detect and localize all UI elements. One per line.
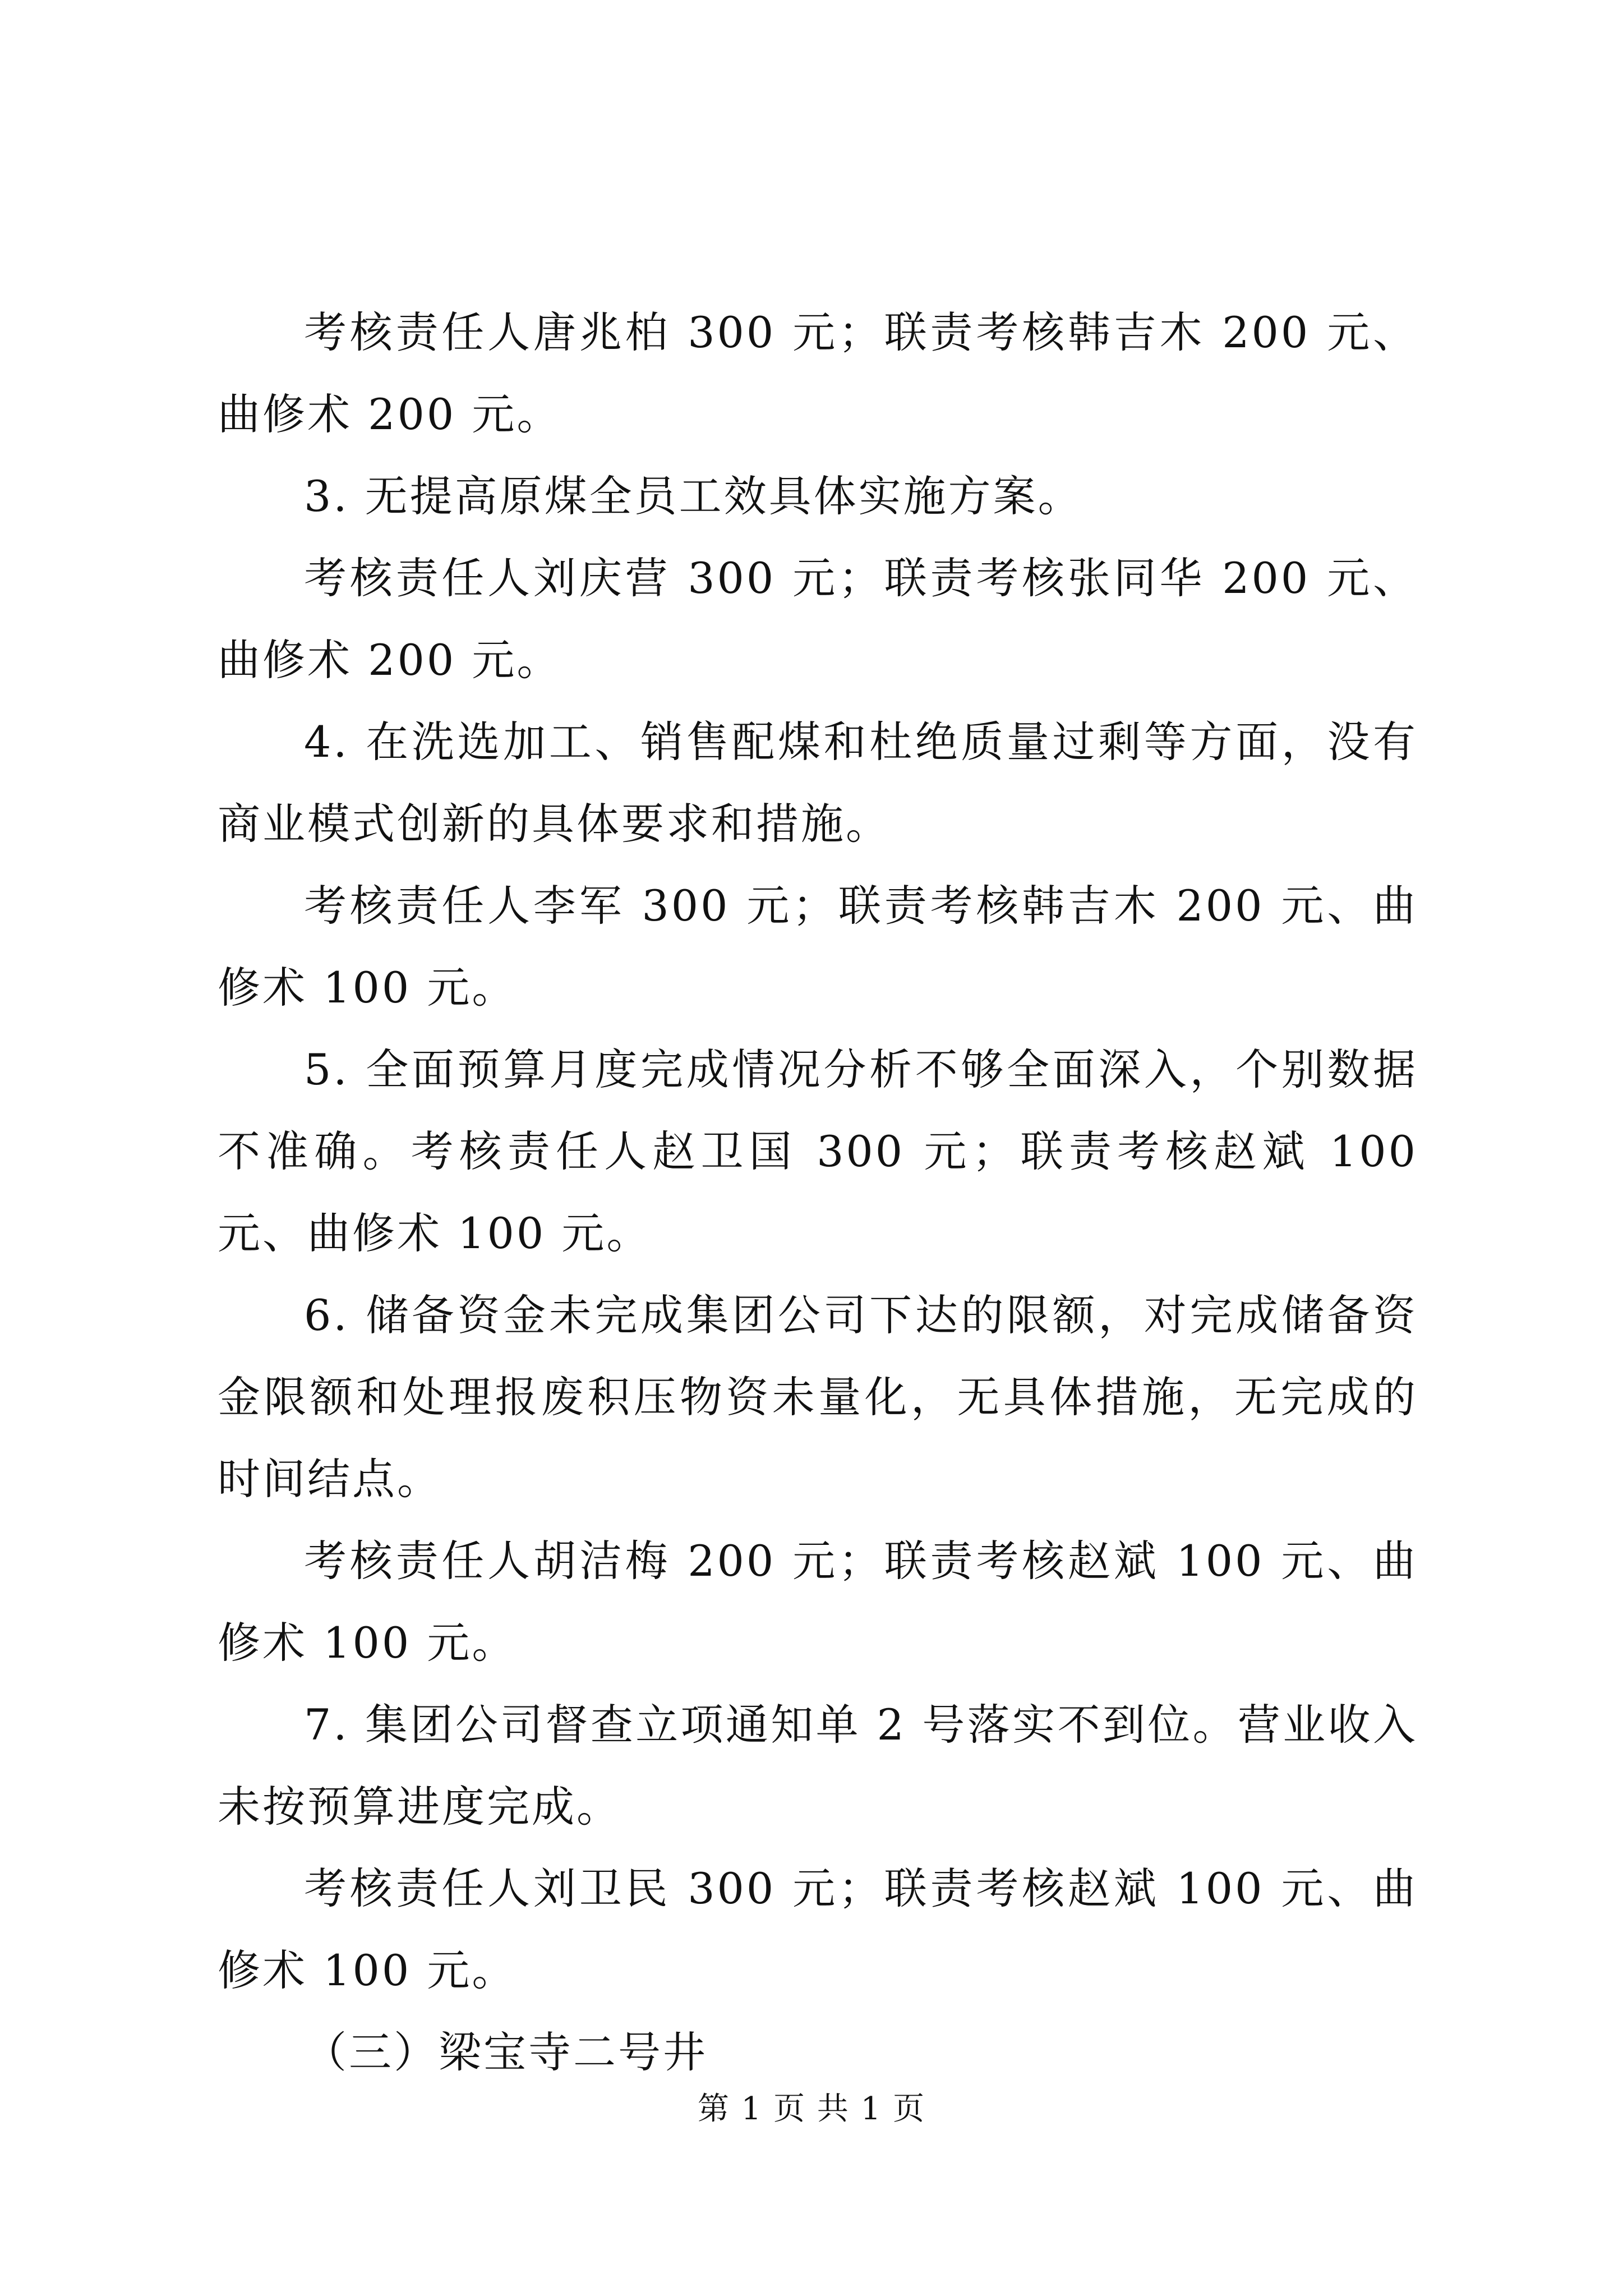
paragraph-3: 考核责任人刘庆营 300 元；联责考核张同华 200 元、曲修术 200 元。 — [218, 553, 1418, 685]
paragraph-6: 5. 全面预算月度完成情况分析不够全面深入，个别数据不准确。考核责任人赵卫国 300 元；联责考核赵斌 100 元、曲修术 100 元。 — [218, 1045, 1418, 1258]
document-body — [218, 292, 1418, 2093]
paragraph-8: 考核责任人胡洁梅 200 元；联责考核赵斌 100 元、曲修术 100 元。 — [218, 1536, 1418, 1668]
paragraph-7: 6. 储备资金未完成集团公司下达的限额，对完成储备资金限额和处理报废积压物资未量化，无具体措施，无完成的时间结点。 — [218, 1290, 1418, 1504]
paragraph-10: 考核责任人刘卫民 300 元；联责考核赵斌 100 元、曲修术 100 元。 — [218, 1864, 1418, 1995]
paragraph-2: 3. 无提高原煤全员工效具体实施方案。 — [304, 471, 1083, 521]
page-footer: 第 1 页 共 1 页 — [697, 2091, 926, 2127]
paragraph-1: 考核责任人唐兆柏 300 元；联责考核韩吉木 200 元、曲修术 200 元。 — [218, 307, 1418, 439]
paragraph-5: 考核责任人李军 300 元；联责考核韩吉木 200 元、曲修术 100 元。 — [218, 881, 1418, 1013]
paragraph-4: 4. 在洗选加工、销售配煤和杜绝质量过剩等方面，没有商业模式创新的具体要求和措施。 — [218, 717, 1418, 849]
section-heading: （三）梁宝寺二号井 — [304, 2027, 708, 2077]
paragraph-9: 7. 集团公司督查立项通知单 2 号落实不到位。营业收入未按预算进度完成。 — [218, 1700, 1418, 1832]
